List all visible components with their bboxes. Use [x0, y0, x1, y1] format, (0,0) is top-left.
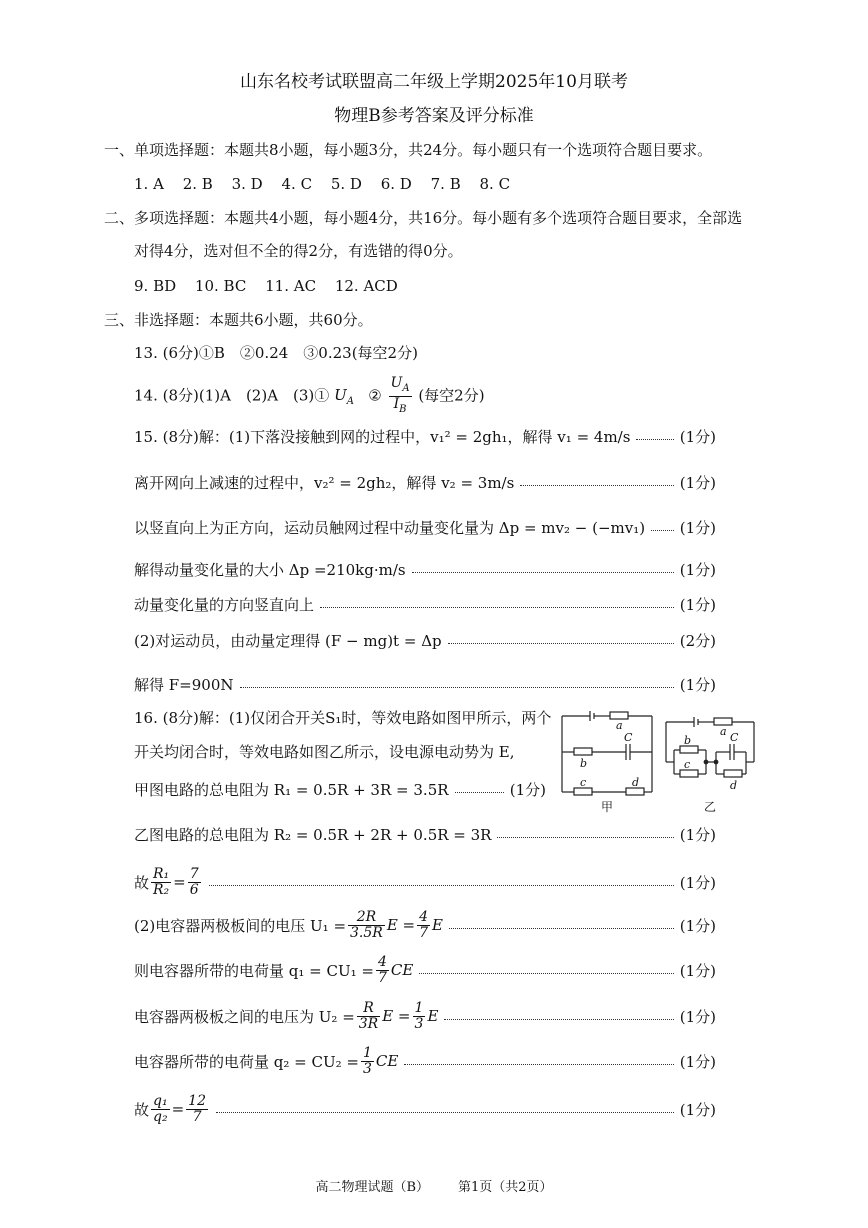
label-c: c: [684, 758, 691, 771]
label-a: a: [720, 725, 727, 738]
q14-answer: 14. (8分)(1)A (2)A (3)① $U_A$ ② $\frac{U_A}{I_B}$ (每空2分): [134, 375, 485, 415]
q15-line: 动量变化量的方向竖直向上 (1分): [134, 595, 716, 614]
label-d: d: [730, 779, 738, 792]
answer: 9. BD: [134, 277, 177, 295]
q15-line: 解得 F=900N (1分): [134, 675, 716, 694]
label-C: C: [624, 731, 633, 744]
footer-page-number: 第1页（共2页）: [457, 1180, 553, 1195]
answer: 6. D: [380, 175, 412, 193]
answer: 7. B: [430, 175, 461, 193]
q14-fraction: $\frac{U_A}{I_B}$: [390, 375, 410, 415]
figure-caption-yi: 乙: [704, 800, 717, 814]
label-b: b: [684, 734, 692, 747]
q16-line: 故 $\frac{\text{R₁}}{\text{R₂}}$ = $\frac{7}{6}$ (1分): [134, 865, 716, 898]
footer-left: 高二物理试题（B）: [315, 1180, 430, 1195]
page-footer: [0, 1176, 868, 1195]
section2-heading-line2: 对得4分，选对但不全的得2分，有选错的得0分。: [134, 242, 463, 260]
answer: 5. D: [330, 175, 362, 193]
answer: 1. A: [134, 175, 164, 193]
answer: 11. AC: [265, 277, 317, 295]
answer: 3. D: [231, 175, 263, 193]
q15-line: 以竖直向上为正方向，运动员触网过程中动量变化量为 Δp = mv₂ − (−mv₁) (1分): [134, 518, 716, 537]
q15-line: 解得动量变化量的大小 Δp =210kg·m/s (1分): [134, 560, 716, 579]
q16-line: 16. (8分)解：(1)仅闭合开关S₁时，等效电路如图甲所示，两个: [134, 709, 552, 727]
circuit-diagram-yi: [660, 708, 760, 814]
section2-answers: [134, 276, 412, 296]
q16-line: 开关均闭合时，等效电路如图乙所示，设电源电动势为 E,: [134, 743, 515, 761]
q16-line: 故 $\frac{\text{q₁}}{\text{q₂}}$ = $\frac{12}{7}$ (1分): [134, 1092, 716, 1125]
answer: 8. C: [479, 175, 511, 193]
section2-heading-line1: 二、多项选择题：本题共4小题，每小题4分，共16分。每小题有多个选项符合题目要求，全部选: [104, 209, 743, 227]
answer: 4. C: [281, 175, 313, 193]
label-a: a: [616, 719, 623, 732]
q16-line: 电容器两极板之间的电压为 U₂ = $\frac{R}{3R}$ E = $\frac{1}{3}$ E (1分): [134, 999, 716, 1032]
exam-title: 山东名校考试联盟高二年级上学期2025年10月联考: [240, 72, 628, 92]
section1-heading: 一、单项选择题：本题共8小题，每小题3分，共24分。每小题只有一个选项符合题目要求。: [104, 141, 713, 159]
label-b: b: [580, 757, 588, 770]
label-C: C: [730, 731, 739, 744]
answer: 2. B: [182, 175, 213, 193]
exam-subtitle: 物理B参考答案及评分标准: [334, 106, 534, 126]
q15-line: 15. (8分)解：(1)下落没接触到网的过程中，v₁² = 2gh₁，解得 v₁ = 4m/s (1分): [134, 427, 716, 446]
circuit-diagram-jia: [556, 708, 658, 814]
section1-answers: [134, 174, 524, 194]
q15-line: 离开网向上减速的过程中，v₂² = 2gh₂，解得 v₂ = 3m/s (1分): [134, 473, 716, 492]
q13-answer: 13. (6分)①B ②0.24 ③0.23(每空2分): [134, 344, 418, 362]
q16-line: 电容器所带的电荷量 q₂ = CU₂ = $\frac{1}{3}$ CE (1分): [134, 1044, 716, 1077]
q16-line: 甲图电路的总电阻为 R₁ = 0.5R + 3R = 3.5R (1分): [134, 780, 546, 799]
figure-caption-jia: 甲: [601, 800, 614, 814]
section3-heading: 三、非选择题：本题共6小题，共60分。: [104, 311, 373, 329]
q16-line: 则电容器所带的电荷量 q₁ = CU₁ = $\frac{4}{7}$ CE (1分): [134, 953, 716, 986]
q16-line: (2)电容器两极板间的电压 U₁ = $\frac{2R}{3.5R}$ E = $\frac{4}{7}$ E (1分): [134, 908, 716, 941]
label-d: d: [632, 776, 640, 789]
q15-line: (2)对运动员，由动量定理得 (F − mg)t = Δp (2分): [134, 631, 716, 650]
answer: 12. ACD: [334, 277, 398, 295]
label-c: c: [580, 776, 587, 789]
q16-line: 乙图电路的总电阻为 R₂ = 0.5R + 2R + 0.5R = 3R (1分): [134, 825, 716, 844]
answer: 10. BC: [194, 277, 247, 295]
